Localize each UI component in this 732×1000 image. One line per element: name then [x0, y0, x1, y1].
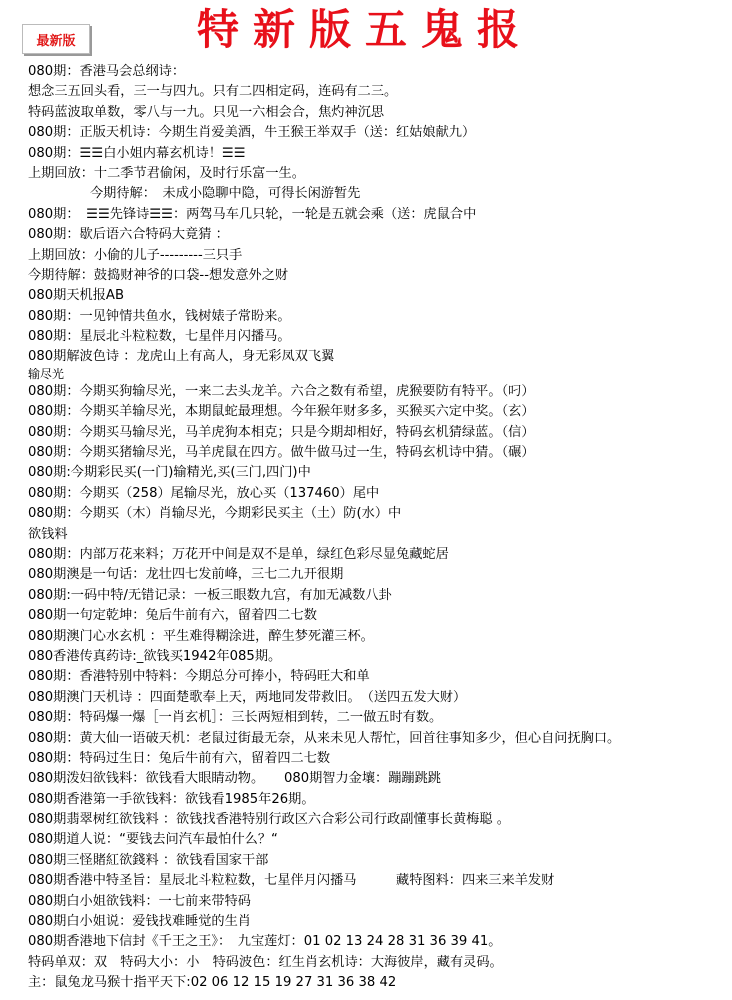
text-line: 输尽光 — [28, 367, 65, 381]
page-header — [0, 0, 732, 60]
text-line: 080期解波色诗 ：龙虎山上有高人，身无彩凤双飞翼 — [28, 349, 335, 365]
text-line: 080期：今期买狗输尽光，一来二去头龙羊。六合之数有希望，虎猴要防有特平。（叼） — [28, 383, 535, 399]
text-line: 想念三五回头看，三一与四九。只有二四相定码，连码有二三。 — [28, 84, 398, 100]
text-line: 080期：今期买马输尽光，马羊虎狗本相克；只是今期却相好，特码玄机猜绿蓝。（信） — [28, 424, 535, 440]
text-line: 080期：黄大仙一语破天机：老鼠过街最无奈，从来未见人帮忙，回首往事知多少，但心自问抚胸口。 — [28, 730, 621, 746]
text-line: 080期白小姐欲钱料：一七前来带特码 — [28, 893, 251, 909]
text-line: 080期： ☰☰先锋诗☰☰：两驾马车几只轮，一轮是五就会乘（送：虎鼠合中 — [28, 206, 477, 222]
text-line: 080期：今期买（木）肖输尽光，今期彩民买主（土）防(水）中 — [28, 506, 402, 522]
text-line: 080期翡翠树红欲钱料 ：欲钱找香港特别行政区六合彩公司行政副懂事长黄梅聪 。 — [28, 812, 510, 828]
text-line: 080期：正版天机诗：今期生肖爱美酒，牛王猴王举双手（送：红姑娘献九） — [28, 125, 476, 141]
text-line: 080期：香港特别中特料：今期总分可捧小，特码旺大和单 — [28, 669, 370, 685]
text-line: 080期香港中特圣旨：星辰北斗粒粒数，七星伴月闪播马 藏特图料：四来三来羊发财 — [28, 873, 555, 889]
text-line: 080期香港第一手欲钱料：欲钱看1985年26期。 — [28, 791, 315, 807]
text-line: 080期天机报AB — [28, 288, 124, 304]
text-line: 今期待解：鼓捣财神爷的口袋--想发意外之财 — [28, 267, 289, 283]
text-line: 080期：歇后语六合特码大竟猜 ： — [28, 227, 229, 243]
text-line: 080期：今期买（258）尾输尽光，放心买（137460）尾中 — [28, 485, 380, 501]
text-line: 080期三怪賭紅欲錢料 ：欲钱看国家干部 — [28, 852, 269, 868]
text-line: 上期回放：小偷的儿子---------三只手 — [28, 247, 243, 263]
text-line: 080香港传真药诗:_欲钱买1942年085期。 — [28, 648, 282, 664]
text-line: 欲钱料 — [28, 526, 68, 542]
text-line: 080期:一码中特/无错记录：一板三眼数九宫，有加无减数八卦 — [28, 587, 392, 603]
text-line: 080期澳门天机诗 ：四面楚歌奉上天，两地同发带救旧。 （送四五发大财） — [28, 689, 467, 705]
text-line: 080期：今期买猪输尽光，马羊虎鼠在四方。做牛做马过一生，特码玄机诗中猜。（碾） — [28, 445, 535, 461]
text-line: 080期：特码过生日：兔后牛前有六，留着四二七数 — [28, 750, 331, 766]
text-line: 080期：一见钟情共鱼水，钱树婊子常盼来。 — [28, 308, 291, 324]
text-line: 080期一句定乾坤：兔后牛前有六，留着四二七数 — [28, 608, 317, 624]
text-line: 080期澳门心水玄机 ：平生难得糊涂进，醉生梦死灌三杯。 — [28, 628, 374, 644]
text-line: 080期白小姐说：爱钱找难睡觉的生肖 — [28, 914, 251, 930]
text-line: 080期:今期彩民买(一门)输精光,买(三门,四门)中 — [28, 465, 311, 481]
text-line: 080期泼妇欲钱料：欲钱看大眼睛动物。 080期智力金壤：蹦蹦跳跳 — [28, 771, 441, 787]
latest-version-badge: 最新版 — [22, 24, 90, 54]
text-line: 主：鼠兔龙马猴十指平天下:02 06 12 15 19 27 31 36 38 42 — [28, 975, 397, 991]
text-line: 080期：今期买羊输尽光，本期鼠蛇最理想。今年猴年财多多，买猴买六定中奖。（玄） — [28, 404, 535, 420]
text-line: 080期：特码爆一爆［一肖玄机］：三长两短相到转，二一做五时有数。 — [28, 710, 443, 726]
content-lines — [28, 62, 728, 994]
text-line: 080期澳是一句话：龙壮四七发前峰，三七二九开很期 — [28, 567, 344, 583]
text-line: 今期待解： 未成小隐聊中隐，可得长闲游暂先 — [90, 186, 361, 202]
text-line: 080期：☰☰白小姐内幕玄机诗！☰☰ — [28, 145, 246, 161]
page-title: 特新版五鬼报 — [196, 5, 533, 54]
text-line: 080期：星辰北斗粒粒数，七星伴月闪播马。 — [28, 329, 291, 345]
text-line: 080期香港地下信封《千王之王》： 九宝莲灯：01 02 13 24 28 31 36 39 41。 — [28, 934, 502, 950]
text-line: 上期回放：十二季节君偷闲，及时行乐富一生。 — [28, 165, 305, 181]
text-line: 080期：内部万花来料；万花开中间是双不是单，绿红色彩尽显兔藏蛇居 — [28, 546, 449, 562]
text-line: 080期道人说：“要钱去问汽车最怕什么？“ — [28, 832, 278, 848]
text-line: 特码蓝波取单数，零八与一九。只见一六相会合，焦灼神沉思 — [28, 104, 385, 120]
text-line: 080期：香港马会总纲诗： — [28, 64, 186, 79]
text-line: 特码单双：双 特码大小：小 特码波色：红生肖玄机诗：大海彼岸，藏有灵码。 — [28, 954, 503, 970]
